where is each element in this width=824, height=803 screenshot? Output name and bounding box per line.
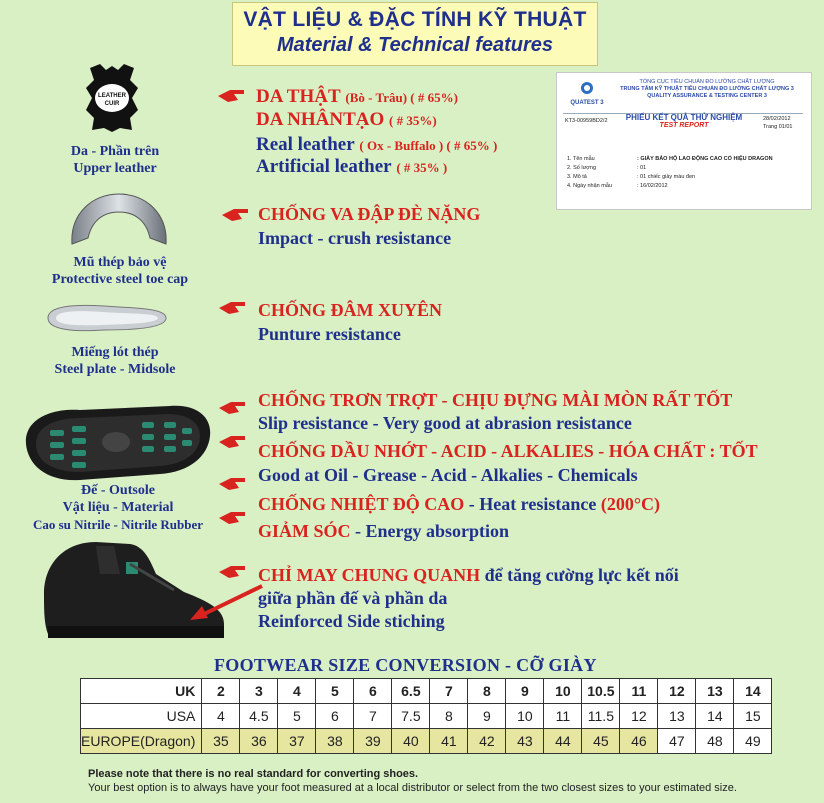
note-2: Your best option is to always have your foot measured at a local distributor or select from the two closest sizes to your estimated size. [88, 782, 737, 794]
pointing-hand-icon [217, 474, 247, 494]
report-row [567, 164, 773, 173]
feature-real-leather-en [256, 134, 497, 156]
report-row-value: : 01 [637, 165, 647, 171]
size-cell: 13 [658, 704, 696, 729]
size-cell: 10 [544, 679, 582, 704]
size-cell: 8 [430, 704, 468, 729]
caption-en: Upper leather [73, 161, 157, 176]
feature-main: Real leather [256, 134, 355, 155]
report-row [567, 155, 773, 164]
size-cell: 6.5 [392, 679, 430, 704]
report-rows [567, 155, 773, 191]
feature-shock [258, 521, 509, 542]
feature-main: DA THẬT [256, 86, 341, 107]
feature-puncture-vi: CHỐNG ĐÂM XUYÊN [258, 300, 442, 320]
report-org2: TRUNG TÂM KỸ THUẬT TIÊU CHUẨN ĐO LƯỜNG CHẤT LƯỢNG 3 [620, 86, 794, 92]
size-cell: 6 [316, 704, 354, 729]
pointing-hand-icon [217, 562, 247, 582]
report-row-value: : 16/02/2012 [637, 183, 668, 189]
feature-heat [258, 494, 660, 515]
caption-upper-leather [40, 143, 190, 177]
leather-logo-line2: CUIR [104, 101, 120, 107]
report-org1: TỔNG CỤC TIÊU CHUẨN ĐO LƯỜNG CHẤT LƯỢNG [639, 79, 775, 85]
feature-stitch-vi1: CHỈ MAY CHUNG QUANH [258, 565, 481, 585]
size-cell: 11 [620, 679, 658, 704]
report-row-key: 4. Ngày nhận mẫu [567, 183, 612, 189]
caption-steel-plate [30, 344, 200, 378]
size-cell: 12 [658, 679, 696, 704]
caption-vi: Đế - Outsole [81, 483, 155, 498]
feature-sub: ( # 35%) [389, 113, 437, 128]
size-row-label: USA [81, 704, 202, 729]
feature-stitch-vi2: giữa phần đế và phần da [258, 588, 448, 608]
feature-sub: ( Ox - Buffalo ) ( # 65% ) [359, 138, 498, 153]
feature-puncture-en: Punture resistance [258, 324, 401, 344]
feature-heat-temp: (200°C) [600, 494, 661, 514]
steel-toe-cap-icon [64, 190, 174, 252]
quatest-logo-icon [579, 81, 595, 95]
feature-artificial-leather-en [256, 156, 447, 178]
size-cell: 42 [468, 729, 506, 754]
report-row-key: 1. Tên mẫu [567, 156, 595, 162]
caption-vi: Miếng lót thép [71, 345, 159, 360]
title-en: Material & Technical features [276, 34, 554, 56]
feature-stitch-vi1b: để tăng cường lực kết nối [480, 565, 679, 585]
report-row-value: : GIÀY BẢO HỘ LAO ĐỘNG CAO CỔ HIỆU DRAGON [637, 156, 773, 162]
report-row-key: 2. Số lượng [567, 165, 596, 171]
size-cell: 5 [316, 679, 354, 704]
outsole-icon [20, 400, 216, 484]
size-cell: 47 [658, 729, 696, 754]
leather-logo-line1: LEATHER [98, 93, 126, 99]
size-cell: 9 [468, 704, 506, 729]
size-row-europe [81, 729, 772, 754]
report-title-vi: PHIẾU KẾT QUẢ THỬ NGHIỆM [625, 113, 743, 122]
size-cell: 12 [620, 704, 658, 729]
caption-en: Vật liệu - Material [62, 500, 174, 515]
report-code: KT3-00959BD2/2 [565, 118, 608, 124]
leather-logo-icon [80, 62, 144, 134]
size-cell: 5 [278, 704, 316, 729]
caption-extra: Cao su Nitrile - Nitrile Rubber [32, 517, 204, 532]
feature-shock-vi: GIẢM SÓC [258, 521, 351, 541]
caption-vi: Mũ thép bảo vệ [73, 255, 167, 270]
pointing-hand-icon [217, 432, 247, 452]
feature-stitch-en: Reinforced Side stiching [258, 611, 445, 631]
size-cell: 4 [278, 679, 316, 704]
size-cell: 43 [506, 729, 544, 754]
feature-impact-vi: CHỐNG VA ĐẬP ĐÈ NẶNG [258, 204, 481, 224]
size-cell: 36 [240, 729, 278, 754]
size-table-title: FOOTWEAR SIZE CONVERSION - CỠ GIÀY [214, 655, 597, 675]
size-cell: 46 [620, 729, 658, 754]
report-row-key: 3. Mô tả [567, 174, 587, 180]
caption-en: Protective steel toe cap [51, 272, 189, 287]
feature-slip-en: Slip resistance - Very good at abrasion resistance [258, 413, 632, 433]
feature-impact-en: Impact - crush resistance [258, 228, 452, 248]
feature-heat-en: - Heat resistance [464, 494, 601, 514]
report-row [567, 182, 773, 191]
size-cell: 39 [354, 729, 392, 754]
size-cell: 38 [316, 729, 354, 754]
size-cell: 7 [354, 704, 392, 729]
report-org3: QUALITY ASSURANCE & TESTING CENTER 3 [647, 93, 767, 99]
report-title [619, 113, 749, 129]
size-cell: 7 [430, 679, 468, 704]
feature-main: Artificial leather [256, 156, 392, 177]
pointing-hand-icon [217, 398, 247, 418]
title-vi: VẬT LIỆU & ĐẶC TÍNH KỸ THUẬT [243, 8, 587, 31]
size-cell: 48 [696, 729, 734, 754]
pointing-hand-icon [217, 298, 247, 318]
quatest-logo-text: QUATEST 3 [570, 100, 604, 106]
size-row-label: UK [81, 679, 202, 704]
size-row-usa [81, 704, 772, 729]
size-cell: 44 [544, 729, 582, 754]
size-cell: 3 [240, 679, 278, 704]
report-row [567, 173, 773, 182]
size-cell: 45 [582, 729, 620, 754]
steel-plate-icon [44, 300, 170, 336]
feature-stitch-line1 [258, 565, 679, 586]
feature-real-leather-vi [256, 86, 458, 108]
size-cell: 10 [506, 704, 544, 729]
size-cell: 49 [734, 729, 772, 754]
feature-oil-vi: CHỐNG DẦU NHỚT - ACID - ALKALIES - HÓA CHẤT : TỐT [258, 441, 758, 461]
feature-heat-vi: CHỐNG NHIỆT ĐỘ CAO [258, 494, 465, 514]
report-row-value: : 01 chiếc giày màu đen [637, 174, 696, 180]
size-conversion-table [80, 678, 772, 754]
size-cell: 37 [278, 729, 316, 754]
caption-steel-toe [30, 254, 210, 288]
test-report-document [556, 72, 812, 210]
pointing-hand-icon [220, 205, 250, 225]
report-date: 28/02/2012 [763, 116, 791, 122]
size-cell: 11 [544, 704, 582, 729]
pointing-hand-icon [216, 86, 246, 106]
feature-shock-en: - Energy absorption [350, 521, 510, 541]
report-title-en: TEST REPORT [659, 122, 709, 129]
size-row-label: EUROPE(Dragon) [81, 729, 202, 754]
report-header [609, 79, 805, 100]
size-cell: 6 [354, 679, 392, 704]
size-cell: 41 [430, 729, 468, 754]
size-cell: 7.5 [392, 704, 430, 729]
size-cell: 8 [468, 679, 506, 704]
feature-main: DA NHÂNTẠO [256, 109, 385, 130]
size-cell: 10.5 [582, 679, 620, 704]
size-cell: 9 [506, 679, 544, 704]
feature-slip-vi: CHỐNG TRƠN TRỢT - CHỊU ĐỰNG MÀI MÒN RẤT TỐT [258, 390, 733, 410]
size-cell: 13 [696, 679, 734, 704]
size-cell: 15 [734, 704, 772, 729]
pointing-hand-icon [217, 508, 247, 528]
size-row-uk [81, 679, 772, 704]
feature-sub: ( # 35% ) [396, 160, 448, 175]
size-cell: 14 [734, 679, 772, 704]
size-cell: 2 [202, 679, 240, 704]
size-cell: 4 [202, 704, 240, 729]
feature-artificial-leather-vi [256, 109, 437, 131]
report-page: Trang 01/01 [763, 124, 793, 130]
red-pointer-arrow-icon [190, 582, 266, 622]
caption-en: Steel plate - Midsole [54, 362, 176, 377]
size-cell: 14 [696, 704, 734, 729]
caption-vi: Da - Phần trên [70, 144, 160, 159]
title-box [232, 2, 598, 66]
feature-sub: (Bò - Trâu) ( # 65%) [345, 90, 458, 105]
caption-outsole [20, 482, 216, 533]
size-cell: 11.5 [582, 704, 620, 729]
size-cell: 40 [392, 729, 430, 754]
quatest-logo [567, 81, 607, 106]
size-cell: 4.5 [240, 704, 278, 729]
feature-oil-en: Good at Oil - Grease - Acid - Alkalies - Chemicals [258, 465, 638, 485]
note-1: Please note that there is no real standard for converting shoes. [88, 768, 419, 780]
size-cell: 35 [202, 729, 240, 754]
